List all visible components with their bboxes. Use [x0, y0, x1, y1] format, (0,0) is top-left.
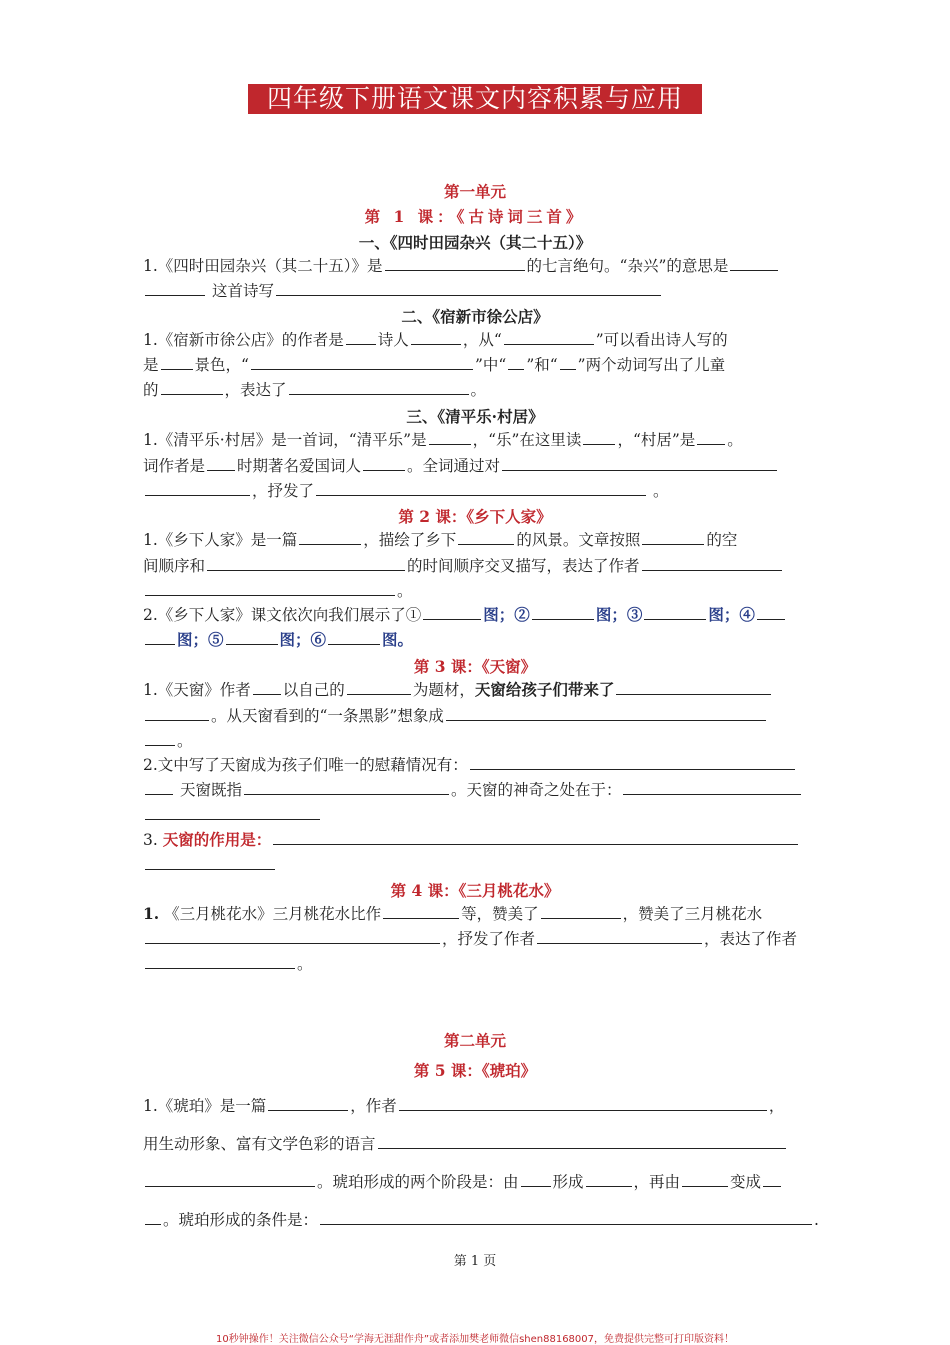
question-text: 1.《乡下人家》是一篇 [143, 531, 298, 549]
question-text: 景色，“ [194, 356, 249, 374]
lesson2-question2-line1 [143, 605, 787, 625]
question-text: 这首诗写 [211, 282, 274, 300]
poem3-question-line1 [143, 430, 743, 450]
answer-blank[interactable] [161, 380, 223, 395]
poem3-question-line3 [143, 481, 668, 501]
poem3-heading: 三、《清平乐·村居》 [406, 407, 544, 426]
answer-blank[interactable] [429, 430, 471, 445]
question-text: ，表达了 [224, 381, 287, 399]
answer-blank[interactable] [347, 680, 411, 695]
answer-blank[interactable] [145, 630, 175, 645]
answer-blank[interactable] [268, 1096, 348, 1111]
question-text: 变成 [730, 1173, 762, 1191]
lesson3-question3-line2 [143, 855, 277, 875]
answer-blank[interactable] [145, 1210, 161, 1225]
answer-blank[interactable] [537, 929, 702, 944]
answer-blank[interactable] [253, 680, 281, 695]
answer-blank[interactable] [411, 330, 461, 345]
answer-blank[interactable] [363, 456, 405, 471]
question-text: 。 [397, 582, 413, 600]
answer-blank[interactable] [504, 330, 594, 345]
lesson5-question1-line2 [143, 1134, 788, 1154]
question-text: 是 [143, 356, 159, 374]
lesson3-question2-line2 [143, 780, 803, 800]
answer-blank[interactable] [207, 456, 235, 471]
question-text: 的七言绝句。“杂兴”的意思是 [526, 257, 729, 275]
poem2-question-line2 [143, 355, 725, 375]
answer-blank[interactable] [470, 755, 795, 770]
poem1-question-line1 [143, 256, 780, 276]
lesson4-question1-line2 [143, 929, 797, 949]
question-text: 。琥珀形成的两个阶段是：由 [317, 1173, 519, 1191]
question-text: ”和“ [526, 356, 558, 374]
answer-blank[interactable] [316, 481, 646, 496]
answer-blank[interactable] [145, 929, 440, 944]
question-text: ，再由 [633, 1173, 681, 1191]
question-text: 1.《天窗》作者 [143, 681, 251, 699]
answer-blank[interactable] [145, 481, 250, 496]
page-title: 四年级下册语文课文内容积累与应用 [248, 84, 702, 114]
answer-blank[interactable] [586, 1172, 632, 1187]
question-text: 。全词通过对 [407, 457, 501, 475]
question-text: ，表达了作者 [704, 930, 798, 948]
answer-blank[interactable] [346, 330, 376, 345]
question-text: 。 [652, 482, 669, 500]
question-text: 的 [143, 381, 159, 399]
question-number: 1. [143, 904, 160, 923]
question-text: 图；⑤ [177, 630, 224, 649]
question-text: 用生动形象、富有文学色彩的语言 [143, 1135, 376, 1153]
answer-blank[interactable] [502, 456, 777, 471]
question-text: ”两个动词写出了儿童 [577, 356, 726, 374]
answer-blank[interactable] [299, 530, 361, 545]
question-text: 图；③ [595, 605, 643, 624]
question-text: 天窗给孩子们带来了 [474, 680, 615, 699]
question-text: 。 [470, 381, 487, 399]
answer-blank[interactable] [145, 805, 320, 820]
answer-blank[interactable] [385, 256, 525, 271]
question-text: ，作者 [350, 1097, 397, 1115]
question-text: 。天窗的神奇之处在于： [450, 781, 622, 799]
question-text: ，从“ [462, 331, 502, 349]
question-text: . [814, 1211, 819, 1229]
question-text: ，“村居”是 [617, 431, 696, 449]
lesson3-question1-line2 [143, 706, 768, 726]
question-text: 。 [177, 732, 193, 750]
question-text: 天窗既指 [179, 781, 242, 799]
lesson1-heading: 第 1 课：《古诗词三首》 [364, 207, 586, 226]
lesson3-question1-line3 [143, 731, 193, 751]
lesson2-heading: 第 2 课：《乡下人家》 [398, 507, 552, 526]
question-text: 的空 [706, 531, 738, 549]
unit2-heading: 第二单元 [443, 1031, 506, 1050]
answer-blank[interactable] [644, 605, 706, 620]
question-text: 时期著名爱国词人 [237, 457, 362, 475]
question-text: ， [768, 1097, 785, 1115]
lesson3-question3-line1 [143, 830, 800, 850]
answer-blank[interactable] [446, 706, 766, 721]
promo-banner: 10秒钟操作！关注微信公众号“学海无涯甜作舟”或者添加樊老师微信shen88168007，免费提供完整可打印版资料！ [215, 1334, 735, 1345]
answer-blank[interactable] [508, 355, 524, 370]
question-text: 《三月桃花水》三月桃花水比作 [164, 905, 382, 923]
poem2-question-line1 [143, 330, 728, 350]
answer-blank[interactable] [289, 380, 469, 395]
answer-blank[interactable] [383, 904, 459, 919]
answer-blank[interactable] [378, 1134, 786, 1149]
answer-blank[interactable] [328, 630, 380, 645]
lesson5-question1-line4 [143, 1210, 819, 1230]
answer-blank[interactable] [399, 1096, 767, 1111]
answer-blank[interactable] [320, 1210, 812, 1225]
answer-blank[interactable] [161, 355, 193, 370]
lesson2-question1-line1 [143, 530, 737, 550]
answer-blank[interactable] [763, 1172, 781, 1187]
answer-blank[interactable] [730, 256, 778, 271]
lesson3-question2-line3 [143, 805, 322, 825]
answer-blank[interactable] [623, 780, 801, 795]
lesson4-question1-line1 [143, 904, 762, 924]
lesson5-question1-line3 [143, 1172, 783, 1192]
answer-blank[interactable] [616, 680, 771, 695]
answer-blank[interactable] [682, 1172, 728, 1187]
lesson5-heading: 第 5 课：《琥珀》 [413, 1061, 537, 1080]
question-number: 3. [143, 831, 158, 849]
lesson3-question2-line1 [143, 755, 797, 775]
question-text: 1.《宿新市徐公店》的作者是 [143, 331, 344, 349]
poem2-question-line3 [143, 380, 486, 400]
question-text: 。 [727, 431, 743, 449]
lesson2-question1-line3 [143, 581, 413, 601]
question-text: 。 [297, 955, 313, 973]
answer-blank[interactable] [145, 855, 275, 870]
question-text: ”可以看出诗人写的 [595, 331, 728, 349]
question-text: 图。 [382, 630, 414, 649]
question-text: 图；④ [708, 605, 755, 624]
answer-blank[interactable] [458, 530, 514, 545]
poem1-heading: 一、《四时田园杂兴（其二十五）》 [358, 233, 592, 252]
answer-blank[interactable] [521, 1172, 551, 1187]
question-text: ”中“ [474, 356, 507, 374]
lesson5-question1-line1 [143, 1096, 784, 1116]
answer-blank[interactable] [145, 581, 395, 596]
question-text: 图；② [483, 605, 530, 624]
answer-blank[interactable] [145, 706, 209, 721]
question-text: 形成 [552, 1173, 584, 1191]
answer-blank[interactable] [226, 630, 278, 645]
question-text: 2.《乡下人家》课文依次向我们展示了① [143, 606, 422, 624]
poem1-question-line2 [143, 281, 663, 301]
question-text: 以自己的 [282, 681, 345, 699]
question-text: 天窗的作用是： [162, 830, 272, 849]
question-text: 。琥珀形成的条件是： [163, 1211, 319, 1229]
answer-blank[interactable] [207, 556, 405, 571]
question-text: 间顺序和 [143, 557, 206, 575]
question-text: 的时间顺序交叉描写，表达了作者 [407, 557, 640, 575]
answer-blank[interactable] [145, 780, 173, 795]
answer-blank[interactable] [251, 355, 473, 370]
question-text: ，描绘了乡下 [363, 531, 457, 549]
page-number: 第 1 页 [453, 1254, 497, 1269]
question-text: 等，赞美了 [461, 905, 539, 923]
answer-blank[interactable] [273, 830, 798, 845]
answer-blank[interactable] [145, 1172, 315, 1187]
answer-blank[interactable] [276, 281, 661, 296]
question-text: 的风景。文章按照 [516, 531, 641, 549]
answer-blank[interactable] [642, 556, 782, 571]
answer-blank[interactable] [532, 605, 594, 620]
lesson4-heading: 第 4 课：《三月桃花水》 [390, 881, 560, 900]
answer-blank[interactable] [583, 430, 615, 445]
question-text: ，抒发了作者 [442, 930, 536, 948]
question-text: 1.《琥珀》是一篇 [143, 1097, 267, 1115]
answer-blank[interactable] [642, 530, 704, 545]
answer-blank[interactable] [697, 430, 725, 445]
answer-blank[interactable] [145, 954, 295, 969]
question-text: 。从天窗看到的“一条黑影”想象成 [211, 707, 444, 725]
answer-blank[interactable] [423, 605, 481, 620]
question-text: 词作者是 [143, 457, 206, 475]
lesson4-question1-line3 [143, 954, 313, 974]
question-text: ，赞美了三月桃花水 [622, 905, 763, 923]
question-text: 诗人 [377, 331, 409, 349]
question-text: 1.《四时田园杂兴（其二十五）》是 [143, 257, 383, 275]
poem3-question-line2 [143, 456, 779, 476]
poem2-heading: 二、《宿新市徐公店》 [401, 307, 549, 326]
answer-blank[interactable] [145, 731, 175, 746]
question-text: 图；⑥ [279, 630, 327, 649]
lesson2-question2-line2 [143, 630, 413, 650]
question-text: ，抒发了 [252, 482, 315, 500]
answer-blank[interactable] [145, 281, 205, 296]
question-text: ，“乐”在这里读 [472, 431, 582, 449]
answer-blank[interactable] [757, 605, 785, 620]
question-text: 2.文中写了天窗成为孩子们唯一的慰藉情况有： [143, 756, 468, 774]
lesson2-question1-line2 [143, 556, 784, 576]
lesson3-heading: 第 3 课：《天窗》 [413, 657, 537, 676]
answer-blank[interactable] [560, 355, 576, 370]
question-text: 1.《清平乐·村居》是一首词，“清平乐”是 [143, 431, 427, 449]
question-text: 为题材， [412, 681, 475, 699]
answer-blank[interactable] [244, 780, 449, 795]
answer-blank[interactable] [541, 904, 621, 919]
unit1-heading: 第一单元 [443, 182, 506, 201]
lesson3-question1-line1 [143, 680, 773, 700]
